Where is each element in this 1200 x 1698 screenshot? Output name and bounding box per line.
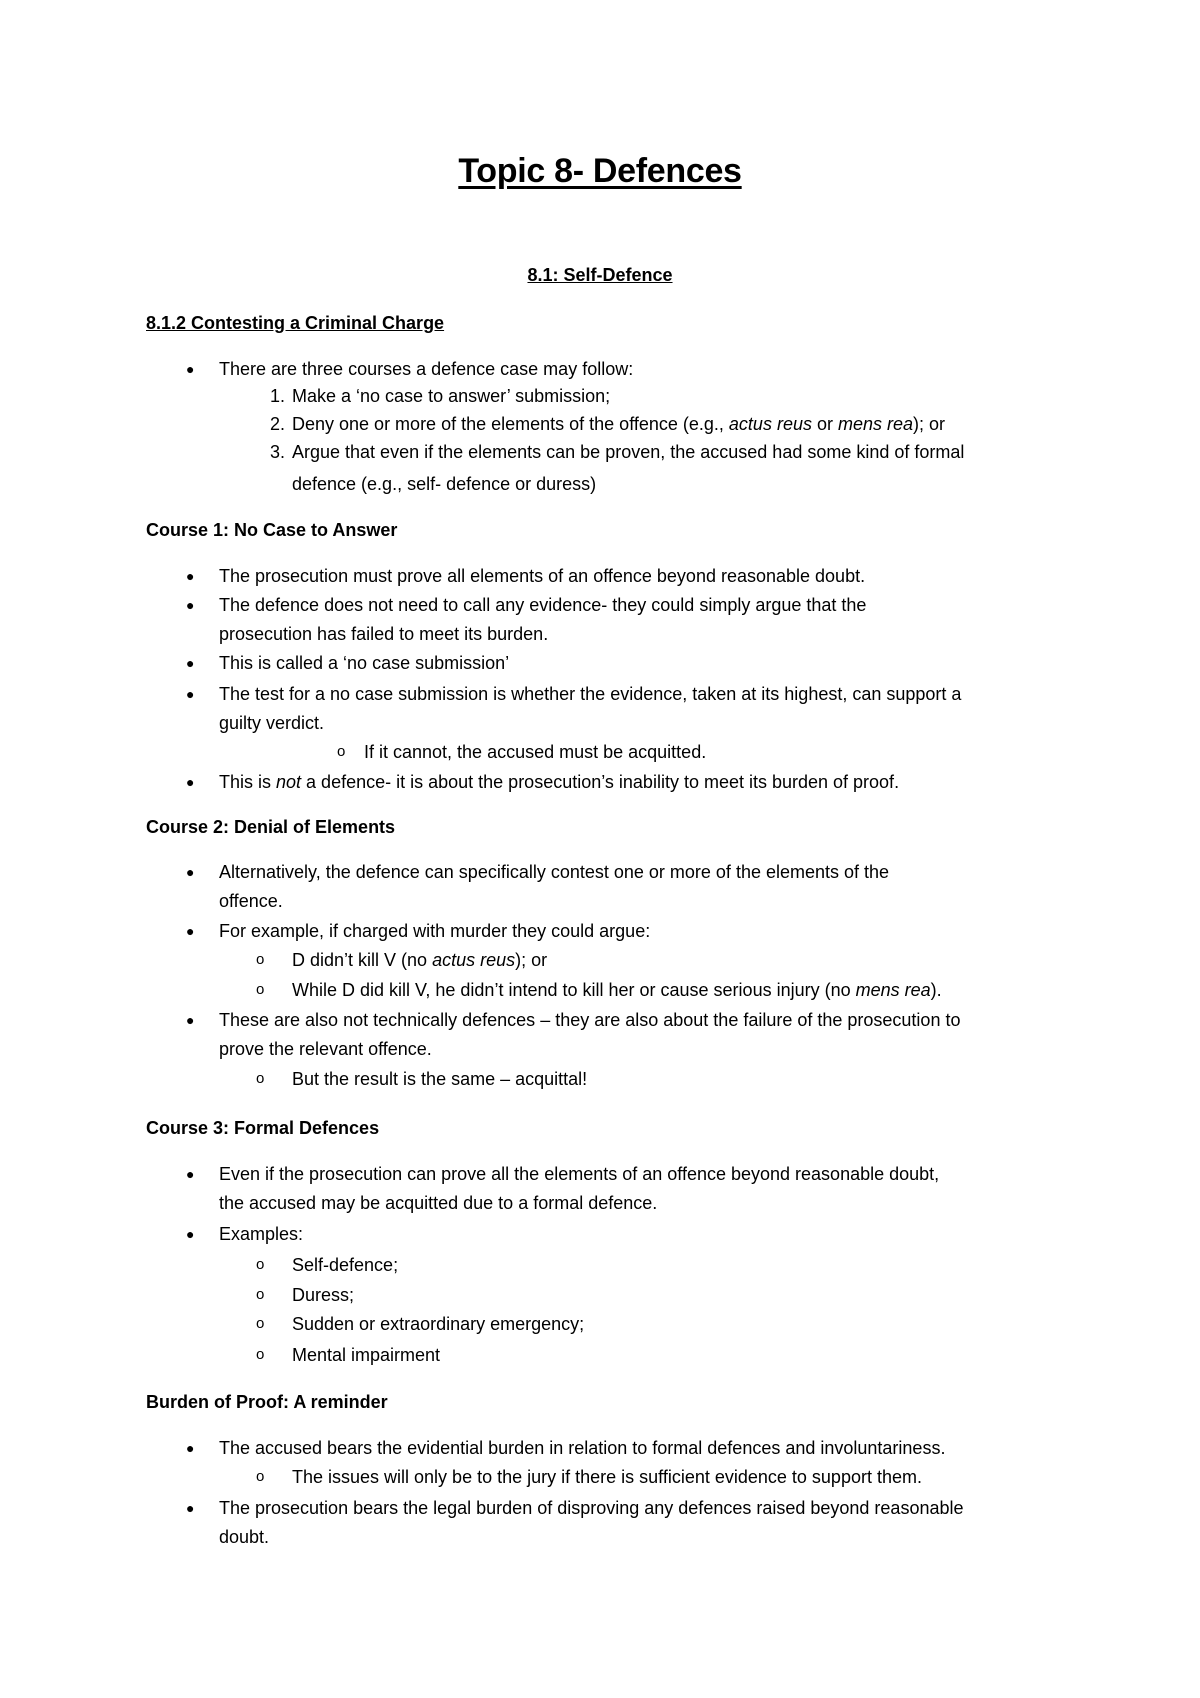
course3-bullet-1-line1: Even if the prosecution can prove all the elements of an offence beyond reasonable doubt, bbox=[219, 1164, 940, 1184]
course3-example-2: Duress; bbox=[292, 1285, 355, 1305]
course3-example-1: Self-defence; bbox=[292, 1255, 399, 1275]
course1-bullet-2-line1: The defence does not need to call any evidence- they could simply argue that the bbox=[219, 595, 867, 615]
course2-bullet-1-line2: offence. bbox=[219, 891, 283, 911]
course1-bullet-5: This is not a defence- it is about the prosecution’s inability to meet its burden of proof. bbox=[219, 772, 900, 792]
intro-item-3-line1: Argue that even if the elements can be proven, the accused had some kind of formal bbox=[292, 442, 965, 462]
bullet-marker: ● bbox=[186, 1226, 195, 1242]
course1-heading: Course 1: No Case to Answer bbox=[146, 520, 398, 540]
intro-bullet: There are three courses a defence case may follow: bbox=[219, 359, 634, 379]
intro-item-1: Make a ‘no case to answer’ submission; bbox=[292, 386, 611, 406]
bullet-marker: ● bbox=[186, 655, 195, 671]
bullet-marker: ● bbox=[186, 864, 195, 880]
sub-bullet-marker: o bbox=[256, 951, 265, 968]
sub-bullet-marker: o bbox=[256, 1468, 265, 1485]
sub-bullet-marker: o bbox=[256, 981, 265, 998]
course2-bullet-3-line2: prove the relevant offence. bbox=[219, 1039, 432, 1059]
bullet-marker: ● bbox=[186, 1500, 195, 1516]
bullet-marker: ● bbox=[186, 1012, 195, 1028]
sub-bullet-marker: o bbox=[256, 1256, 265, 1273]
course2-bullet-1-line1: Alternatively, the defence can specifically contest one or more of the elements of the bbox=[219, 862, 890, 882]
course2-heading: Course 2: Denial of Elements bbox=[146, 817, 396, 837]
bullet-marker: ● bbox=[186, 1166, 195, 1182]
intro-item-3-line2: defence (e.g., self- defence or duress) bbox=[292, 474, 597, 494]
burden-heading: Burden of Proof: A reminder bbox=[146, 1392, 388, 1412]
burden-sub-1: The issues will only be to the jury if there is sufficient evidence to support them. bbox=[292, 1467, 922, 1487]
bullet-marker: ● bbox=[186, 361, 195, 377]
intro-item-2: Deny one or more of the elements of the offence (e.g., actus reus or mens rea); or bbox=[292, 414, 946, 434]
bullet-marker: ● bbox=[186, 568, 195, 584]
bullet-marker: ● bbox=[186, 1440, 195, 1456]
sub-bullet-marker: o bbox=[256, 1315, 265, 1332]
sub-bullet-marker: o bbox=[256, 1346, 265, 1363]
burden-bullet-2-line2: doubt. bbox=[219, 1527, 270, 1547]
burden-bullet-2-line1: The prosecution bears the legal burden of disproving any defences raised beyond reasonable bbox=[219, 1498, 964, 1518]
list-number: 1. bbox=[270, 386, 286, 406]
course1-bullet-4-line2: guilty verdict. bbox=[219, 713, 325, 733]
course3-bullet-2: Examples: bbox=[219, 1224, 304, 1244]
list-number: 3. bbox=[270, 442, 286, 462]
list-number: 2. bbox=[270, 414, 286, 434]
bullet-marker: ● bbox=[186, 923, 195, 939]
course1-bullet-1: The prosecution must prove all elements of an offence beyond reasonable doubt. bbox=[219, 566, 866, 586]
sub-bullet-marker: o bbox=[256, 1070, 265, 1087]
course2-sub-1: D didn’t kill V (no actus reus); or bbox=[292, 950, 548, 970]
course2-bullet-3-line1: These are also not technically defences – they are also about the failure of the prosecution to bbox=[219, 1010, 961, 1030]
course2-bullet-2: For example, if charged with murder they could argue: bbox=[219, 921, 651, 941]
bullet-marker: ● bbox=[186, 597, 195, 613]
course1-bullet-2-line2: prosecution has failed to meet its burden. bbox=[219, 624, 549, 644]
page-title: Topic 8- Defences bbox=[458, 152, 742, 190]
burden-bullet-1: The accused bears the evidential burden in relation to formal defences and involuntariness. bbox=[219, 1438, 946, 1458]
course2-sub-2: While D did kill V, he didn’t intend to kill her or cause serious injury (no mens rea). bbox=[292, 980, 942, 1000]
section-title: 8.1: Self-Defence bbox=[527, 265, 673, 285]
sub-heading: 8.1.2 Contesting a Criminal Charge bbox=[146, 313, 445, 333]
course3-example-3: Sudden or extraordinary emergency; bbox=[292, 1314, 585, 1334]
course1-sub-bullet: If it cannot, the accused must be acquitted. bbox=[364, 742, 707, 762]
course3-bullet-1-line2: the accused may be acquitted due to a formal defence. bbox=[219, 1193, 658, 1213]
course3-example-4: Mental impairment bbox=[292, 1345, 441, 1365]
course1-bullet-3: This is called a ‘no case submission’ bbox=[219, 653, 510, 673]
bullet-marker: ● bbox=[186, 774, 195, 790]
bullet-marker: ● bbox=[186, 686, 195, 702]
course1-bullet-4-line1: The test for a no case submission is whether the evidence, taken at its highest, can support a bbox=[219, 684, 962, 704]
course2-sub-3: But the result is the same – acquittal! bbox=[292, 1069, 588, 1089]
course3-heading: Course 3: Formal Defences bbox=[146, 1118, 380, 1138]
sub-bullet-marker: o bbox=[337, 743, 346, 760]
sub-bullet-marker: o bbox=[256, 1286, 265, 1303]
